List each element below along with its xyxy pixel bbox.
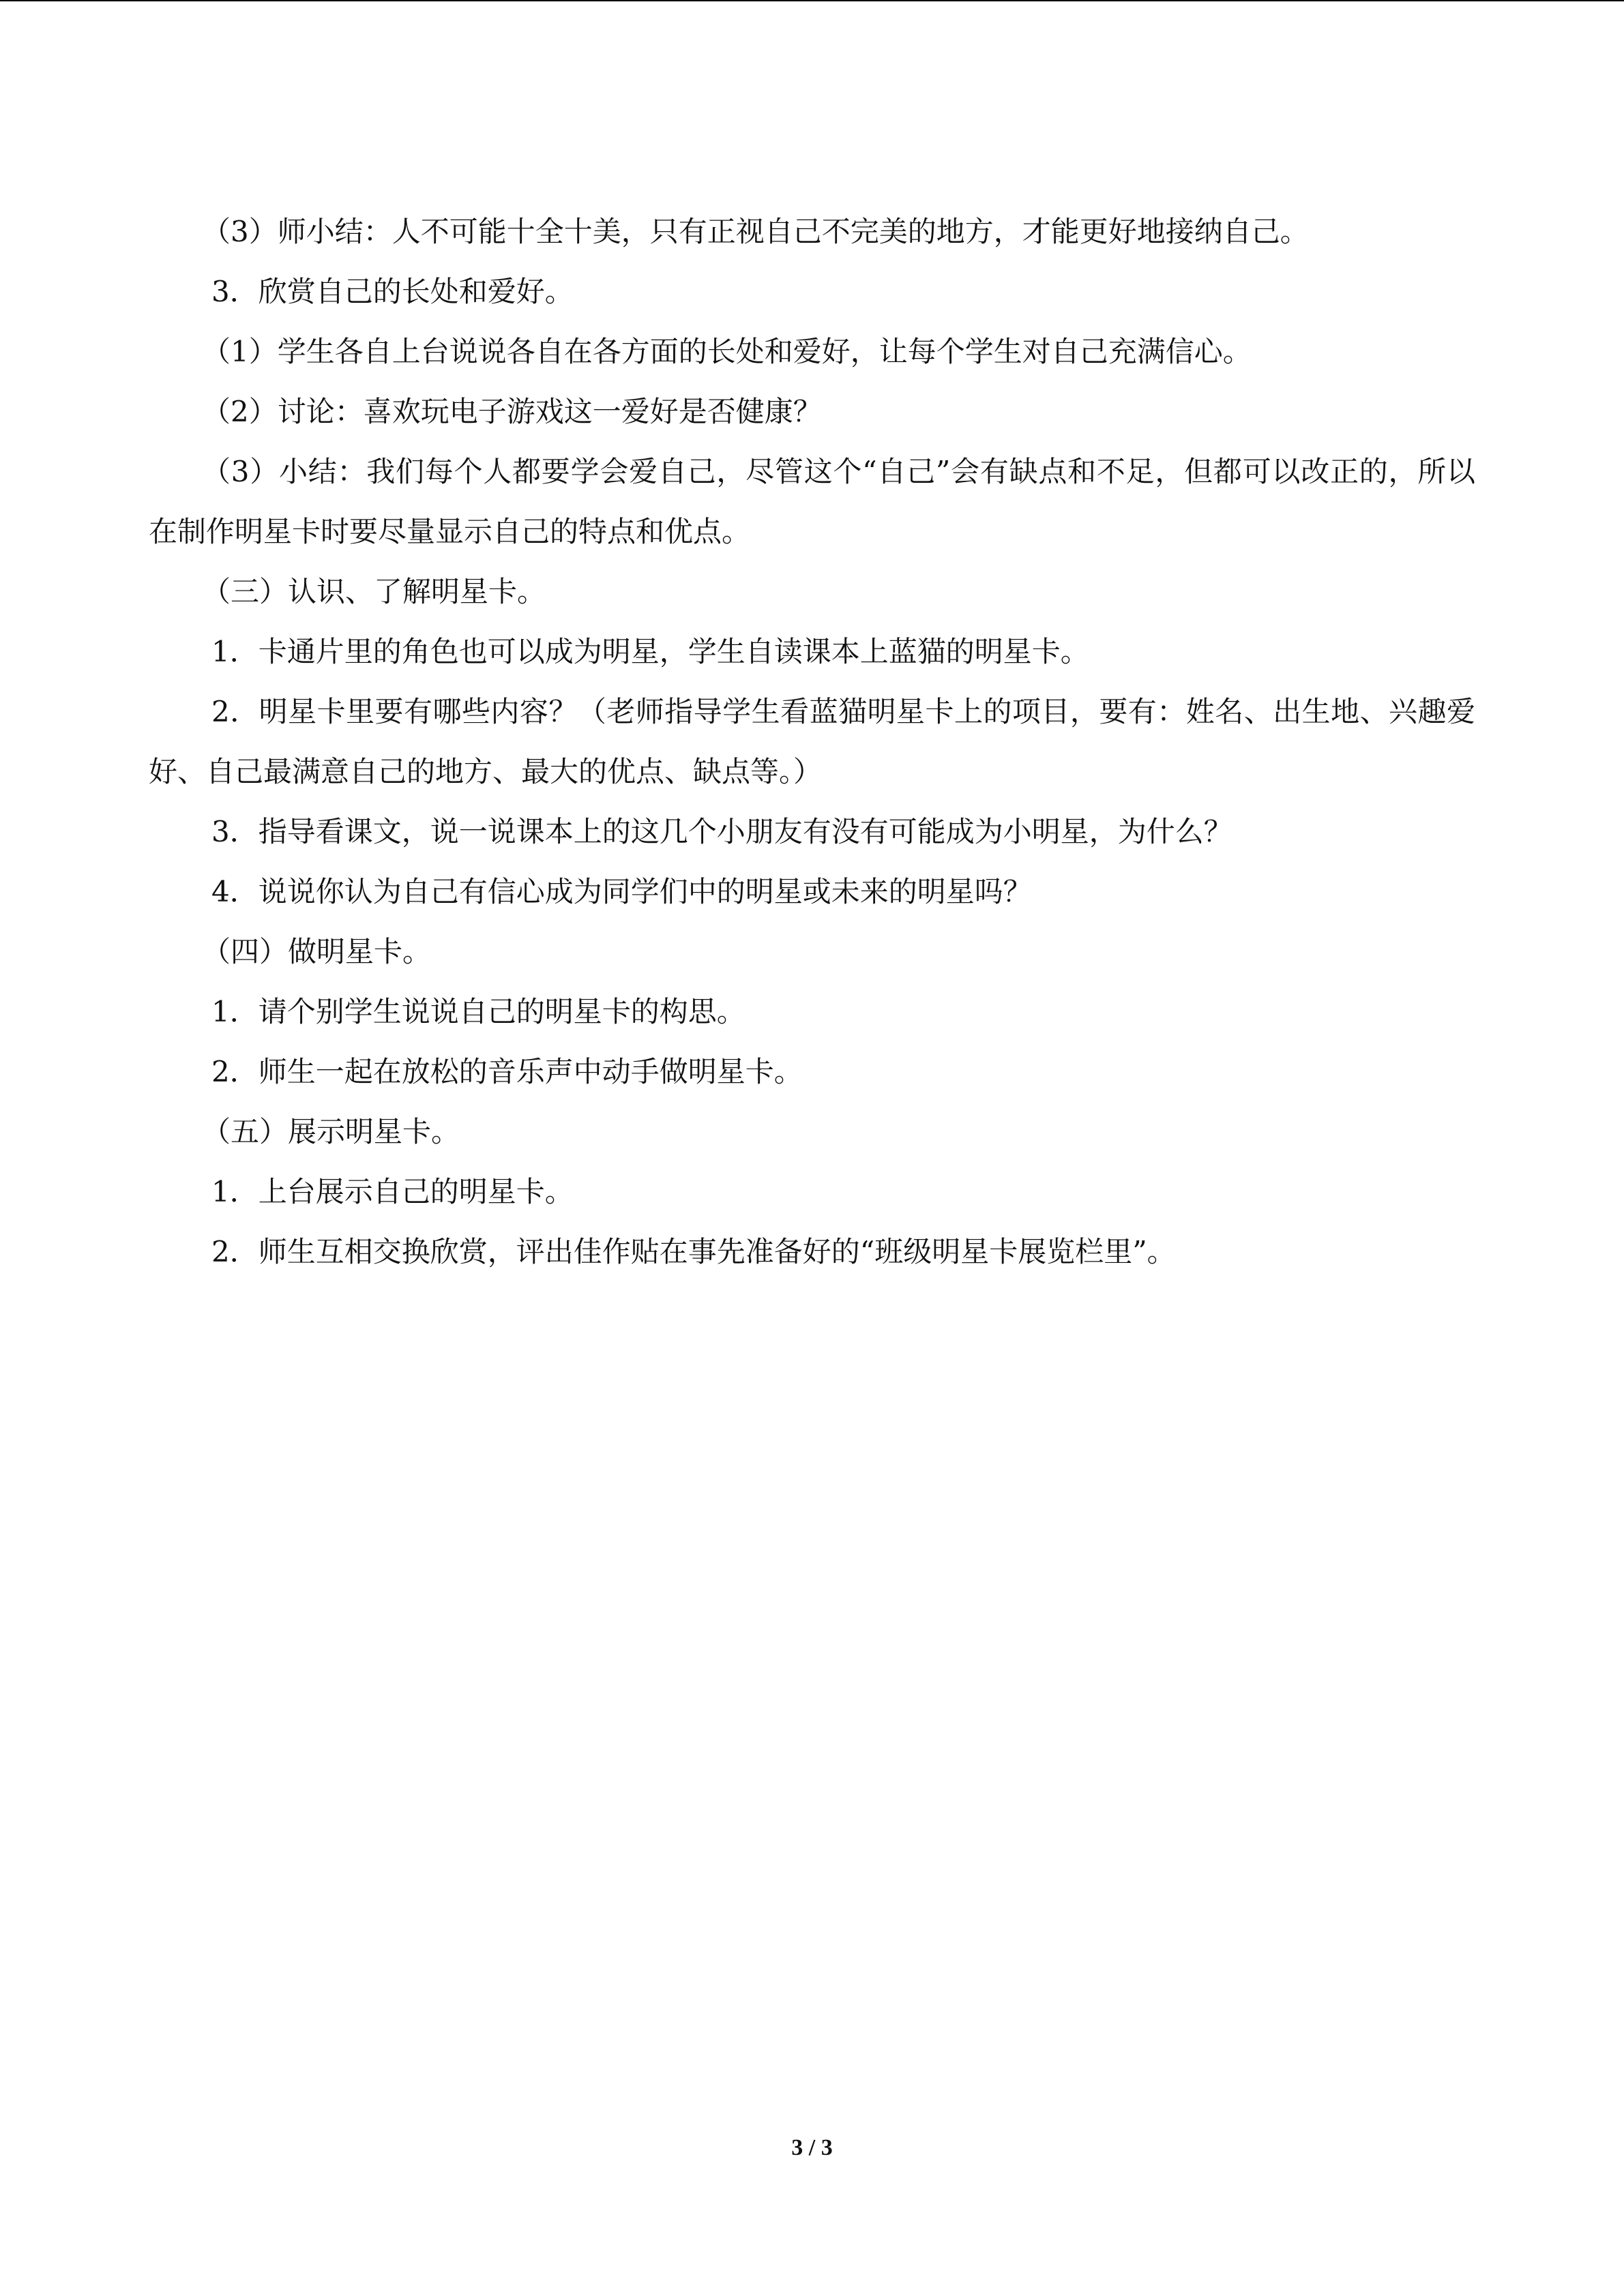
paragraph: （2）讨论：喜欢玩电子游戏这一爱好是否健康？ xyxy=(202,395,822,428)
page-number: 3 / 3 xyxy=(791,2135,833,2160)
paragraph: 3．指导看课文，说一说课本上的这几个小朋友有没有可能成为小明星，为什么？ xyxy=(211,815,1232,848)
paragraph: 3．欣赏自己的长处和爱好。 xyxy=(211,275,574,308)
paragraph: （3）师小结：人不可能十全十美，只有正视自己不完美的地方，才能更好地接纳自己。 xyxy=(202,215,1309,248)
paragraph: 4．说说你认为自己有信心成为同学们中的明星或未来的明星吗？ xyxy=(211,875,1032,908)
paragraph: 1．卡通片里的角色也可以成为明星，学生自读课本上蓝猫的明星卡。 xyxy=(211,635,1089,668)
paragraph: （三）认识、了解明星卡。 xyxy=(202,575,546,608)
paragraph: 1．请个别学生说说自己的明星卡的构思。 xyxy=(211,995,745,1028)
paragraph: （3）小结：我们每个人都要学会爱自己，尽管这个“自己”会有缺点和不足，但都可以改正的，所以在制作明星卡时要尽量显示自己的特点和优点。 xyxy=(149,455,1475,548)
paragraph: （四）做明星卡。 xyxy=(202,935,432,968)
paragraph: （五）展示明星卡。 xyxy=(202,1115,460,1148)
paragraph: 1．上台展示自己的明星卡。 xyxy=(211,1175,574,1208)
page-top-border xyxy=(0,0,1624,1)
paragraph: 2．明星卡里要有哪些内容？（老师指导学生看蓝猫明星卡上的项目，要有：姓名、出生地、兴趣爱好、自己最满意自己的地方、最大的优点、缺点等。） xyxy=(149,695,1475,788)
paragraph: 2．师生一起在放松的音乐声中动手做明星卡。 xyxy=(211,1055,803,1088)
paragraph: 2．师生互相交换欣赏，评出佳作贴在事先准备好的“班级明星卡展览栏里”。 xyxy=(211,1235,1176,1268)
document-body xyxy=(149,202,1475,1282)
paragraph: （1）学生各自上台说说各自在各方面的长处和爱好，让每个学生对自己充满信心。 xyxy=(202,335,1252,368)
